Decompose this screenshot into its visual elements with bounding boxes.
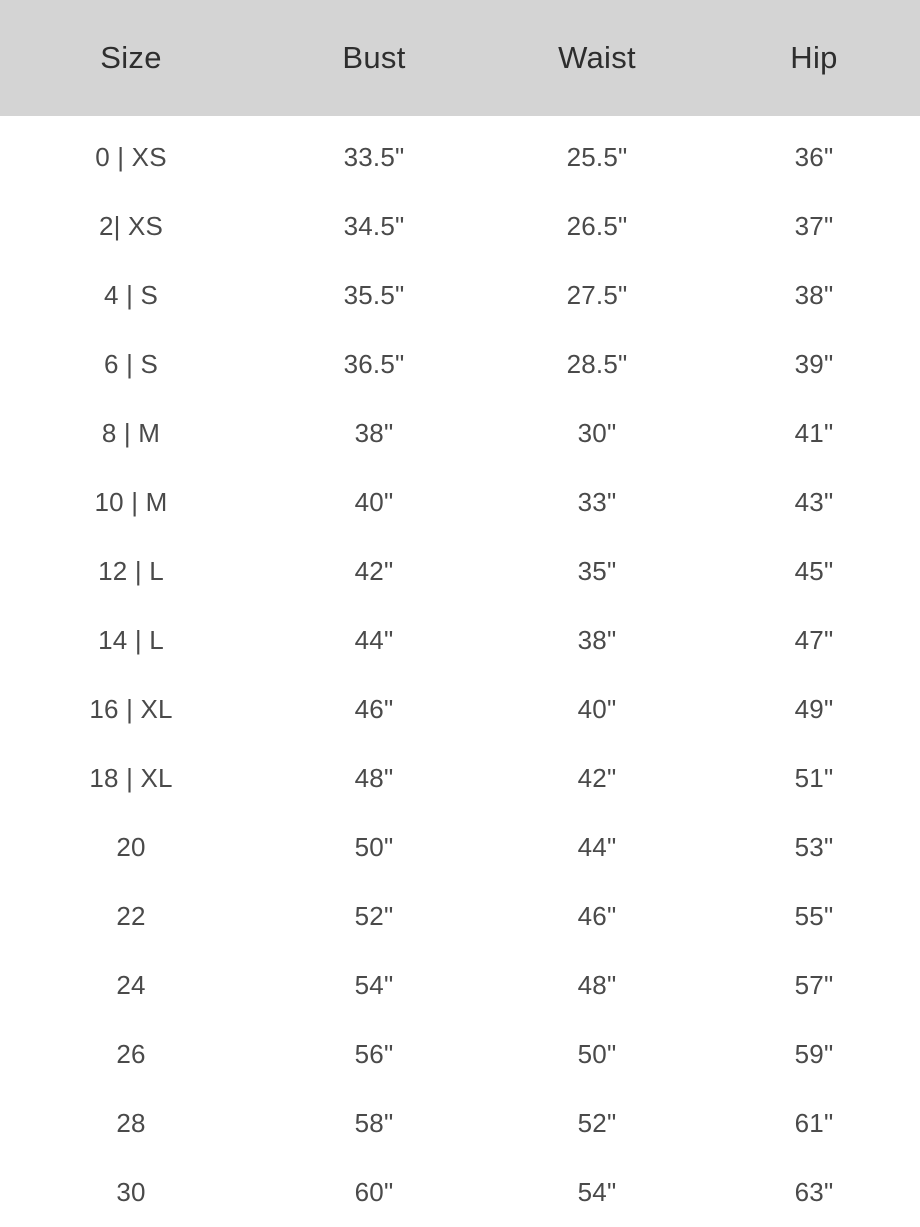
table-header-row bbox=[0, 0, 920, 116]
table-row bbox=[0, 399, 920, 468]
cell-waist: 33" bbox=[577, 487, 617, 517]
cell-size: 26 bbox=[116, 1039, 146, 1069]
cell-size: 14 | L bbox=[98, 625, 164, 655]
cell-hip: 53" bbox=[794, 832, 834, 862]
cell-hip: 47" bbox=[794, 625, 834, 655]
cell-waist: 42" bbox=[577, 763, 617, 793]
cell-bust: 48" bbox=[354, 763, 394, 793]
cell-size: 24 bbox=[116, 970, 146, 1000]
cell-size: 0 | XS bbox=[95, 142, 167, 172]
table-row bbox=[0, 261, 920, 330]
table-row bbox=[0, 1089, 920, 1158]
cell-hip: 55" bbox=[794, 901, 834, 931]
cell-size: 28 bbox=[116, 1108, 146, 1138]
cell-size: 22 bbox=[116, 901, 146, 931]
cell-waist: 44" bbox=[577, 832, 617, 862]
cell-waist: 27.5" bbox=[566, 280, 628, 310]
table-row bbox=[0, 606, 920, 675]
column-header-bust: Bust bbox=[342, 40, 406, 75]
cell-bust: 40" bbox=[354, 487, 394, 517]
cell-hip: 41" bbox=[794, 418, 834, 448]
cell-size: 6 | S bbox=[103, 349, 158, 379]
cell-hip: 57" bbox=[794, 970, 834, 1000]
cell-hip: 63" bbox=[794, 1177, 834, 1207]
cell-bust: 33.5" bbox=[343, 142, 405, 172]
cell-waist: 54" bbox=[577, 1177, 617, 1207]
cell-hip: 38" bbox=[794, 280, 834, 310]
table-row bbox=[0, 675, 920, 744]
table-row bbox=[0, 951, 920, 1020]
table-row bbox=[0, 192, 920, 261]
cell-size: 8 | M bbox=[101, 418, 161, 448]
cell-bust: 34.5" bbox=[343, 211, 405, 241]
cell-waist: 30" bbox=[577, 418, 617, 448]
cell-size: 18 | XL bbox=[89, 763, 173, 793]
cell-waist: 28.5" bbox=[566, 349, 628, 379]
cell-waist: 46" bbox=[577, 901, 617, 931]
cell-size: 20 bbox=[116, 832, 146, 862]
cell-bust: 54" bbox=[354, 970, 394, 1000]
table-row bbox=[0, 330, 920, 399]
cell-size: 16 | XL bbox=[89, 694, 173, 724]
cell-bust: 44" bbox=[354, 625, 394, 655]
cell-waist: 38" bbox=[577, 625, 617, 655]
cell-bust: 38" bbox=[354, 418, 394, 448]
cell-hip: 45" bbox=[794, 556, 834, 586]
cell-waist: 40" bbox=[577, 694, 617, 724]
cell-bust: 52" bbox=[354, 901, 394, 931]
cell-hip: 59" bbox=[794, 1039, 834, 1069]
cell-waist: 35" bbox=[577, 556, 617, 586]
cell-hip: 51" bbox=[794, 763, 834, 793]
cell-bust: 36.5" bbox=[343, 349, 405, 379]
table-row bbox=[0, 744, 920, 813]
cell-hip: 39" bbox=[794, 349, 834, 379]
cell-hip: 36" bbox=[794, 142, 834, 172]
cell-waist: 25.5" bbox=[566, 142, 628, 172]
table-row bbox=[0, 1158, 920, 1227]
column-header-hip: Hip bbox=[790, 40, 838, 75]
cell-waist: 26.5" bbox=[566, 211, 628, 241]
cell-bust: 46" bbox=[354, 694, 394, 724]
table-row bbox=[0, 813, 920, 882]
cell-bust: 60" bbox=[354, 1177, 394, 1207]
cell-bust: 56" bbox=[354, 1039, 394, 1069]
cell-bust: 42" bbox=[354, 556, 394, 586]
cell-hip: 43" bbox=[794, 487, 834, 517]
cell-waist: 52" bbox=[577, 1108, 617, 1138]
table-header bbox=[0, 0, 920, 116]
table-row bbox=[0, 882, 920, 951]
column-header-waist: Waist bbox=[558, 40, 636, 75]
cell-hip: 61" bbox=[794, 1108, 834, 1138]
cell-size: 10 | M bbox=[94, 487, 168, 517]
column-header-size: Size bbox=[100, 40, 162, 75]
table-row bbox=[0, 116, 920, 192]
table-row bbox=[0, 1020, 920, 1089]
table-body bbox=[0, 116, 920, 1227]
table-row bbox=[0, 468, 920, 537]
cell-bust: 35.5" bbox=[343, 280, 405, 310]
cell-size: 2| XS bbox=[98, 211, 164, 241]
cell-waist: 48" bbox=[577, 970, 617, 1000]
table-row bbox=[0, 537, 920, 606]
cell-size: 30 bbox=[116, 1177, 146, 1207]
cell-hip: 37" bbox=[794, 211, 834, 241]
cell-bust: 58" bbox=[354, 1108, 394, 1138]
cell-bust: 50" bbox=[354, 832, 394, 862]
cell-size: 12 | L bbox=[98, 556, 164, 586]
cell-waist: 50" bbox=[577, 1039, 617, 1069]
cell-hip: 49" bbox=[794, 694, 834, 724]
cell-size: 4 | S bbox=[103, 280, 158, 310]
